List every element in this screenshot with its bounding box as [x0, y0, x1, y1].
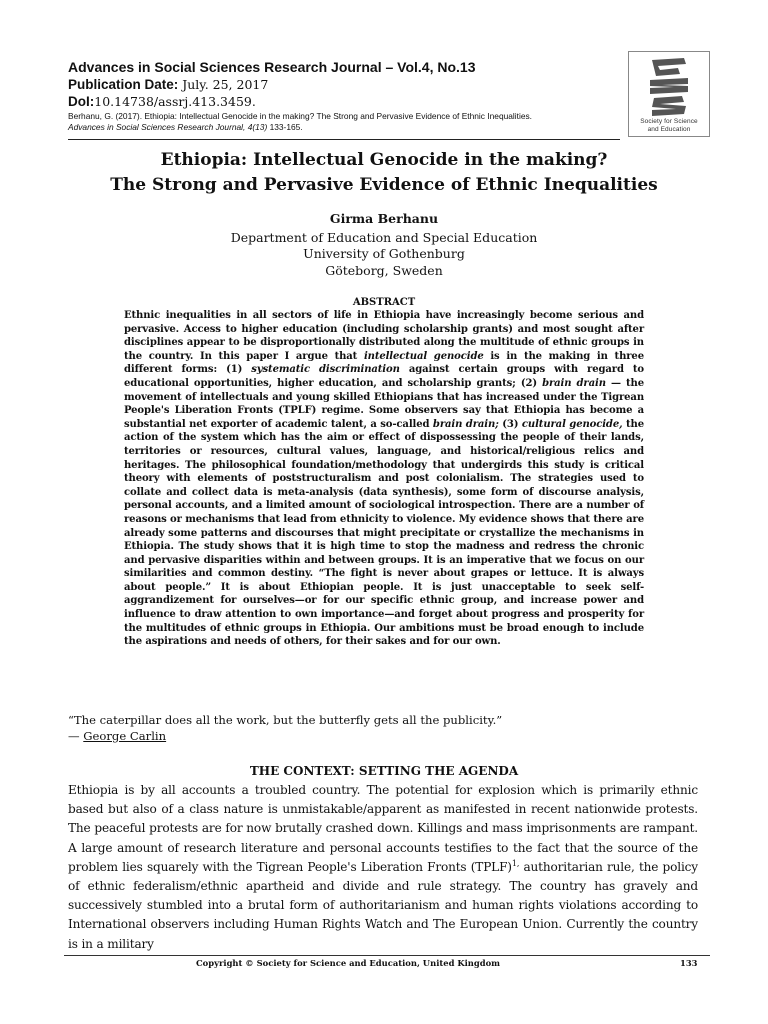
citation-pages: 133-165. [267, 122, 303, 132]
title-line-1: Ethiopia: Intellectual Genocide in the making? [160, 150, 608, 170]
quote-attribution: — George Carlin [68, 729, 167, 743]
journal-header [68, 58, 628, 133]
society-logo [628, 51, 710, 137]
doi-link[interactable]: 10.14738/assrj.413.3459. [94, 94, 256, 109]
logo-caption [629, 118, 709, 134]
footer-divider [64, 955, 710, 956]
quote-author-link[interactable]: George Carlin [83, 729, 167, 743]
footer-copyright: Copyright © Society for Science and Education, United Kingdom [196, 958, 501, 968]
citation-journal: Advances in Social Sciences Research Journal, 4(13) [68, 122, 268, 132]
page-number: 133 [680, 958, 698, 968]
journal-title: Advances in Social Sciences Research Journal – Vol.4, No.13 [68, 59, 476, 75]
abstract-text: Ethnic inequalities in all sectors of life in Ethiopia have increasingly become serious and pervasive. Access to higher education (including scholarship grants) and most sought after disciplines appear to be disproportionally distributed along the multitude of ethnic groups in the country. In this paper I argue that intellectual genocide is in the making in three different forms: (1) systematic discrimination against certain groups with regard to educational opportunities, higher education, and scholarship grants; (2) brain drain — the movement of intellectuals and young skilled Ethiopians that has increased under the Tigrean People's Liberation Fronts (TPLF) regime. Some observers say that Ethiopia has become a substantial net exporter of academic talent, a so-called brain drain; (3) cultural genocide, the action of the system which has the aim or effect of dispossessing the people of their lands, territories or resources, cultural values, language, and historical/religious relics and heritages. The philosophical foundation/methodology that undergirds this study is critical theory with elements of poststructuralism and post colonialism. The strategies used to collate and collect data is meta-analysis (data synthesis), some form of discourse analysis, personal accounts, and a limited amount of sociological introspection. There are a number of reasons or mechanisms that lead from ethnicity to violence. My evidence shows that there are already some patterns and discourses that might precipitate or crystallize the mechanisms in Ethiopia. The study shows that it is high time to stop the madness and redress the chronic and pervasive disparities within and between groups. It is an imperative that we focus on our similarities and common destiny. “The fight is never about grapes or lettuce. It is always about people.” It is about Ethiopian people. It is just unacceptable to seek self-aggrandizement for ourselves—or for our specific ethnic group, and increase power and influence to draw attention to own importance—and forget about progress and prosperity for the multitudes of ethnic groups in Ethiopia. Our ambitions must be broad enough to include the aspirations and needs of others, for their sakes and for our own. [124, 310, 644, 648]
citation-line-1: Berhanu, G. (2017). Ethiopia: Intellectual Genocide in the making? The Strong and Pervasive Evidence of Ethnic Inequalities. [68, 111, 533, 121]
author-block [0, 211, 768, 279]
author-name: Girma Berhanu [329, 211, 439, 226]
citation-line-2 [68, 122, 628, 133]
epigraph [68, 712, 708, 744]
doi-line [68, 93, 628, 110]
footnote-ref[interactable]: 1, [511, 858, 520, 868]
logo-caption-line-1: Society for Science [640, 118, 698, 125]
sse-logo-icon [644, 56, 694, 118]
quote-text: “The caterpillar does all the work, but the butterfly gets all the publicity.” [68, 713, 503, 727]
logo-caption-line-2: and Education [647, 126, 691, 133]
author-department: Department of Education and Special Education [230, 229, 538, 245]
section-heading: THE CONTEXT: SETTING THE AGENDA [249, 764, 519, 778]
author-university: University of Gothenburg [303, 246, 465, 261]
publication-date-label: Publication Date: [68, 77, 179, 92]
section-body: Ethiopia is by all accounts a troubled country. The potential for explosion which is primarily ethnic based but also of a class nature is unmistakable/apparent as manifested in recent nationwide protests. The peaceful protests are for now brutally crashed down. Killings and mass imprisonments are rampant. A large amount of research literature and personal accounts testifies to the fact that the source of the problem lies squarely with the Tigrean People's Liberation Fronts (TPLF)$^{1,}$ authoritarian rule, the policy of ethnic federalism/ethnic apartheid and divide and rule strategy. The country has gravely and successively stumbled into a brutal form of authoritarianism and human rights violations according to International observers including Human Rights Watch and The European Union. Currently the country is in a military [68, 783, 698, 951]
paper-title [0, 148, 768, 198]
header-divider [68, 139, 620, 140]
abstract-heading: ABSTRACT [352, 297, 416, 308]
author-city: Göteborg, Sweden [325, 262, 443, 278]
title-line-2: The Strong and Pervasive Evidence of Ethnic Inequalities [110, 175, 658, 195]
citation [68, 111, 628, 133]
publication-date-line [68, 76, 628, 93]
doi-label: DoI: [68, 94, 95, 109]
publication-date: July. 25, 2017 [178, 77, 269, 92]
